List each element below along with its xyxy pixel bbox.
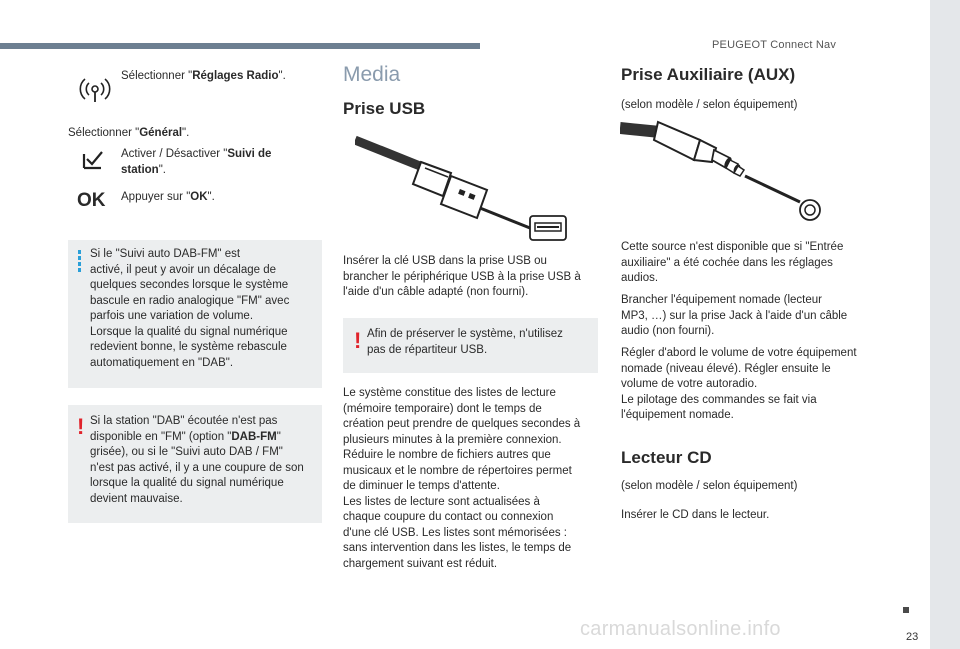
usb-heading: Prise USB (343, 99, 426, 118)
step-toggle-station: Activer / Désactiver "Suivi de station". (121, 148, 272, 176)
info-marker-icon (78, 250, 81, 274)
step-general: Sélectionner "Général". (68, 127, 190, 139)
info-note (68, 240, 322, 388)
step-radio-settings: Sélectionner "Réglages Radio". (121, 70, 286, 82)
info-note-text: Si le "Suivi auto DAB-FM" est activé, il peut y avoir un décalage de quelques secondes lorsque le système bascule en radio analogique "FM" avec parfois une variation de volume. Lorsque la qualité du signal numérique redevient bonne, le système rebascule automatiquement en "DAB". (90, 248, 290, 369)
watermark: carmanualsonline.info (580, 618, 781, 640)
playlist-paragraph: Le système constitue des listes de lecture (mémoire temporaire) dont le temps de création peut prendre de quelques secondes à plusieurs minutes à la première connexion. Réduire le nombre de fichiers autres que musicaux et le nombre de répertoires permet de diminuer le temps d'attente. Les listes de lecture sont actualisées à chaque coupure du contact ou connexion d'une clé USB. Les listes sont mémorisées : sans intervention dans les listes, le temps de chargement suivant est réduit. (343, 387, 581, 570)
aux-subtitle: (selon modèle / selon équipement) (621, 99, 798, 111)
page-marker (903, 607, 909, 613)
manual-title: PEUGEOT Connect Nav (712, 39, 837, 51)
step-press-ok: Appuyer sur "OK". (121, 191, 215, 203)
page-edge-strip (930, 0, 960, 649)
usb-instructions: Insérer la clé USB dans la prise USB ou brancher le périphérique USB à la prise USB à l'aide d'un câble adapté (non fourni). (343, 255, 581, 298)
warning-icon: ! (354, 328, 362, 353)
aux-paragraph-3: Régler d'abord le volume de votre équipement nomade (niveau élevé). Régler ensuite le volume de votre autoradio. Le pilotage des commandes se fait via l'équipement nomade. (621, 347, 857, 421)
checkbox-icon (82, 150, 104, 170)
aux-paragraph-1: Cette source n'est disponible que si "Entrée auxiliaire" a été cochée dans les réglages audios. (621, 241, 844, 284)
jack-plug-illustration (620, 118, 825, 223)
cd-subtitle: (selon modèle / selon équipement) (621, 480, 798, 492)
cd-instructions: Insérer le CD dans le lecteur. (621, 509, 770, 521)
aux-paragraph-2: Brancher l'équipement nomade (lecteur MP3, …) sur la prise Jack à l'aide d'un câble audio (non fourni). (621, 294, 848, 337)
usb-warning-note (343, 318, 598, 373)
warning-note-text: Si la station "DAB" écoutée n'est pas disponible en "FM" (option "DAB-FM" grisée), ou si le "Suivi auto DAB / FM" n'est pas activé, il y a une coupure de son lorsque la qualité du signal numérique devient mauvaise. (90, 415, 304, 505)
header-bar (0, 43, 480, 49)
ok-icon: OK (77, 190, 106, 211)
page-number: 23 (906, 631, 919, 643)
aux-heading: Prise Auxiliaire (AUX) (621, 65, 796, 84)
usb-warning-text: Afin de préserver le système, n'utilisez pas de répartiteur USB. (367, 328, 563, 356)
radio-settings-icon (78, 70, 112, 104)
warning-icon: ! (77, 414, 85, 439)
section-title-media: Media (343, 63, 401, 86)
cd-heading: Lecteur CD (621, 448, 712, 467)
warning-note (68, 405, 322, 523)
usb-plug-illustration (355, 128, 570, 243)
